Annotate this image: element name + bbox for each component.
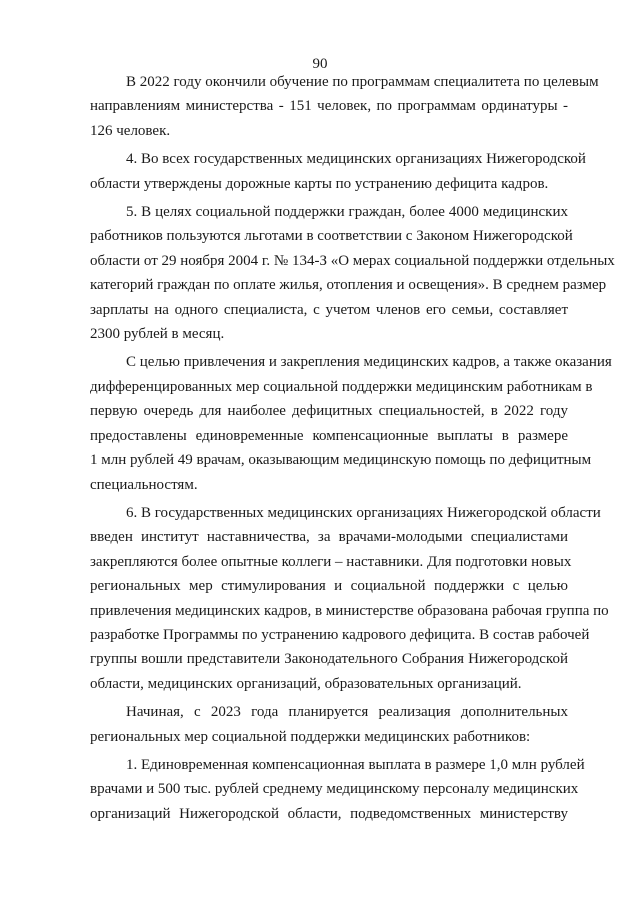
text-line: Начиная, с 2023 года планируется реализация дополнительных (126, 704, 568, 721)
page-number: 90 (312, 56, 328, 72)
text-line: введен институт наставничества, за врачами-молодыми специалистами (90, 529, 568, 546)
paragraph-p4 (90, 350, 612, 496)
text-line: 6. В государственных медицинских организациях Нижегородской области (126, 504, 601, 521)
text-line: направлениям министерства - 151 человек, по программам ординатуры - (90, 98, 568, 115)
text-line: категорий граждан по оплате жилья, отопления и освещения». В среднем размер (90, 277, 607, 294)
text-line: области утверждены дорожные карты по устранению дефицита кадров. (90, 175, 549, 192)
paragraph-p3 (90, 200, 615, 346)
paragraph-p6 (90, 700, 568, 749)
text-line: предоставлены единовременные компенсационные выплаты в размере (90, 427, 568, 444)
text-line: работников пользуются льготами в соответствии с Законом Нижегородской (90, 228, 573, 245)
text-line: 1. Единовременная компенсационная выплата в размере 1,0 млн рублей (126, 756, 585, 773)
text-line: 126 человек. (90, 122, 171, 139)
text-line: области, медицинских организаций, образовательных организаций. (90, 675, 522, 692)
text-line: закрепляются более опытные коллеги – наставники. Для подготовки новых (90, 553, 572, 570)
text-line: организаций Нижегородской области, подведомственных министерству (90, 805, 568, 822)
text-line: области от 29 ноября 2004 г. № 134-З «О мерах социальной поддержки отдельных (90, 252, 615, 269)
text-line: 4. Во всех государственных медицинских организациях Нижегородской (126, 151, 586, 168)
text-line: 5. В целях социальной поддержки граждан, более 4000 медицинских (126, 204, 568, 221)
text-line: дифференцированных мер социальной поддержки медицинским работникам в (90, 378, 593, 395)
text-line: первую очередь для наиболее дефицитных специальностей, в 2022 году (90, 403, 568, 420)
text-line: группы вошли представители Законодательного Собрания Нижегородской (90, 651, 568, 668)
text-line: 1 млн рублей 49 врачам, оказывающим медицинскую помощь по дефицитным (90, 452, 592, 469)
paragraph-p5 (90, 501, 609, 696)
text-line: В 2022 году окончили обучение по программам специалитета по целевым (126, 74, 599, 90)
text-line: региональных мер социальной поддержки медицинских работников: (90, 728, 531, 745)
text-line: зарплаты на одного специалиста, с учетом членов его семьи, составляет (90, 301, 568, 318)
text-line: С целью привлечения и закрепления медицинских кадров, а также оказания (126, 354, 612, 371)
paragraph-p1 (90, 70, 599, 143)
text-line: разработке Программы по устранению кадрового дефицита. В состав рабочей (90, 626, 590, 643)
paragraph-p2 (90, 147, 586, 196)
text-line: специальностям. (90, 476, 198, 493)
text-line: региональных мер стимулирования и социальной поддержки с целью (90, 578, 568, 595)
text-line: привлечения медицинских кадров, в министерстве образована рабочая группа по (90, 602, 609, 619)
text-line: 2300 рублей в месяц. (90, 326, 225, 343)
document-body (90, 70, 615, 826)
text-line: врачами и 500 тыс. рублей среднему медицинскому персоналу медицинских (90, 781, 579, 798)
paragraph-p7 (90, 753, 585, 826)
